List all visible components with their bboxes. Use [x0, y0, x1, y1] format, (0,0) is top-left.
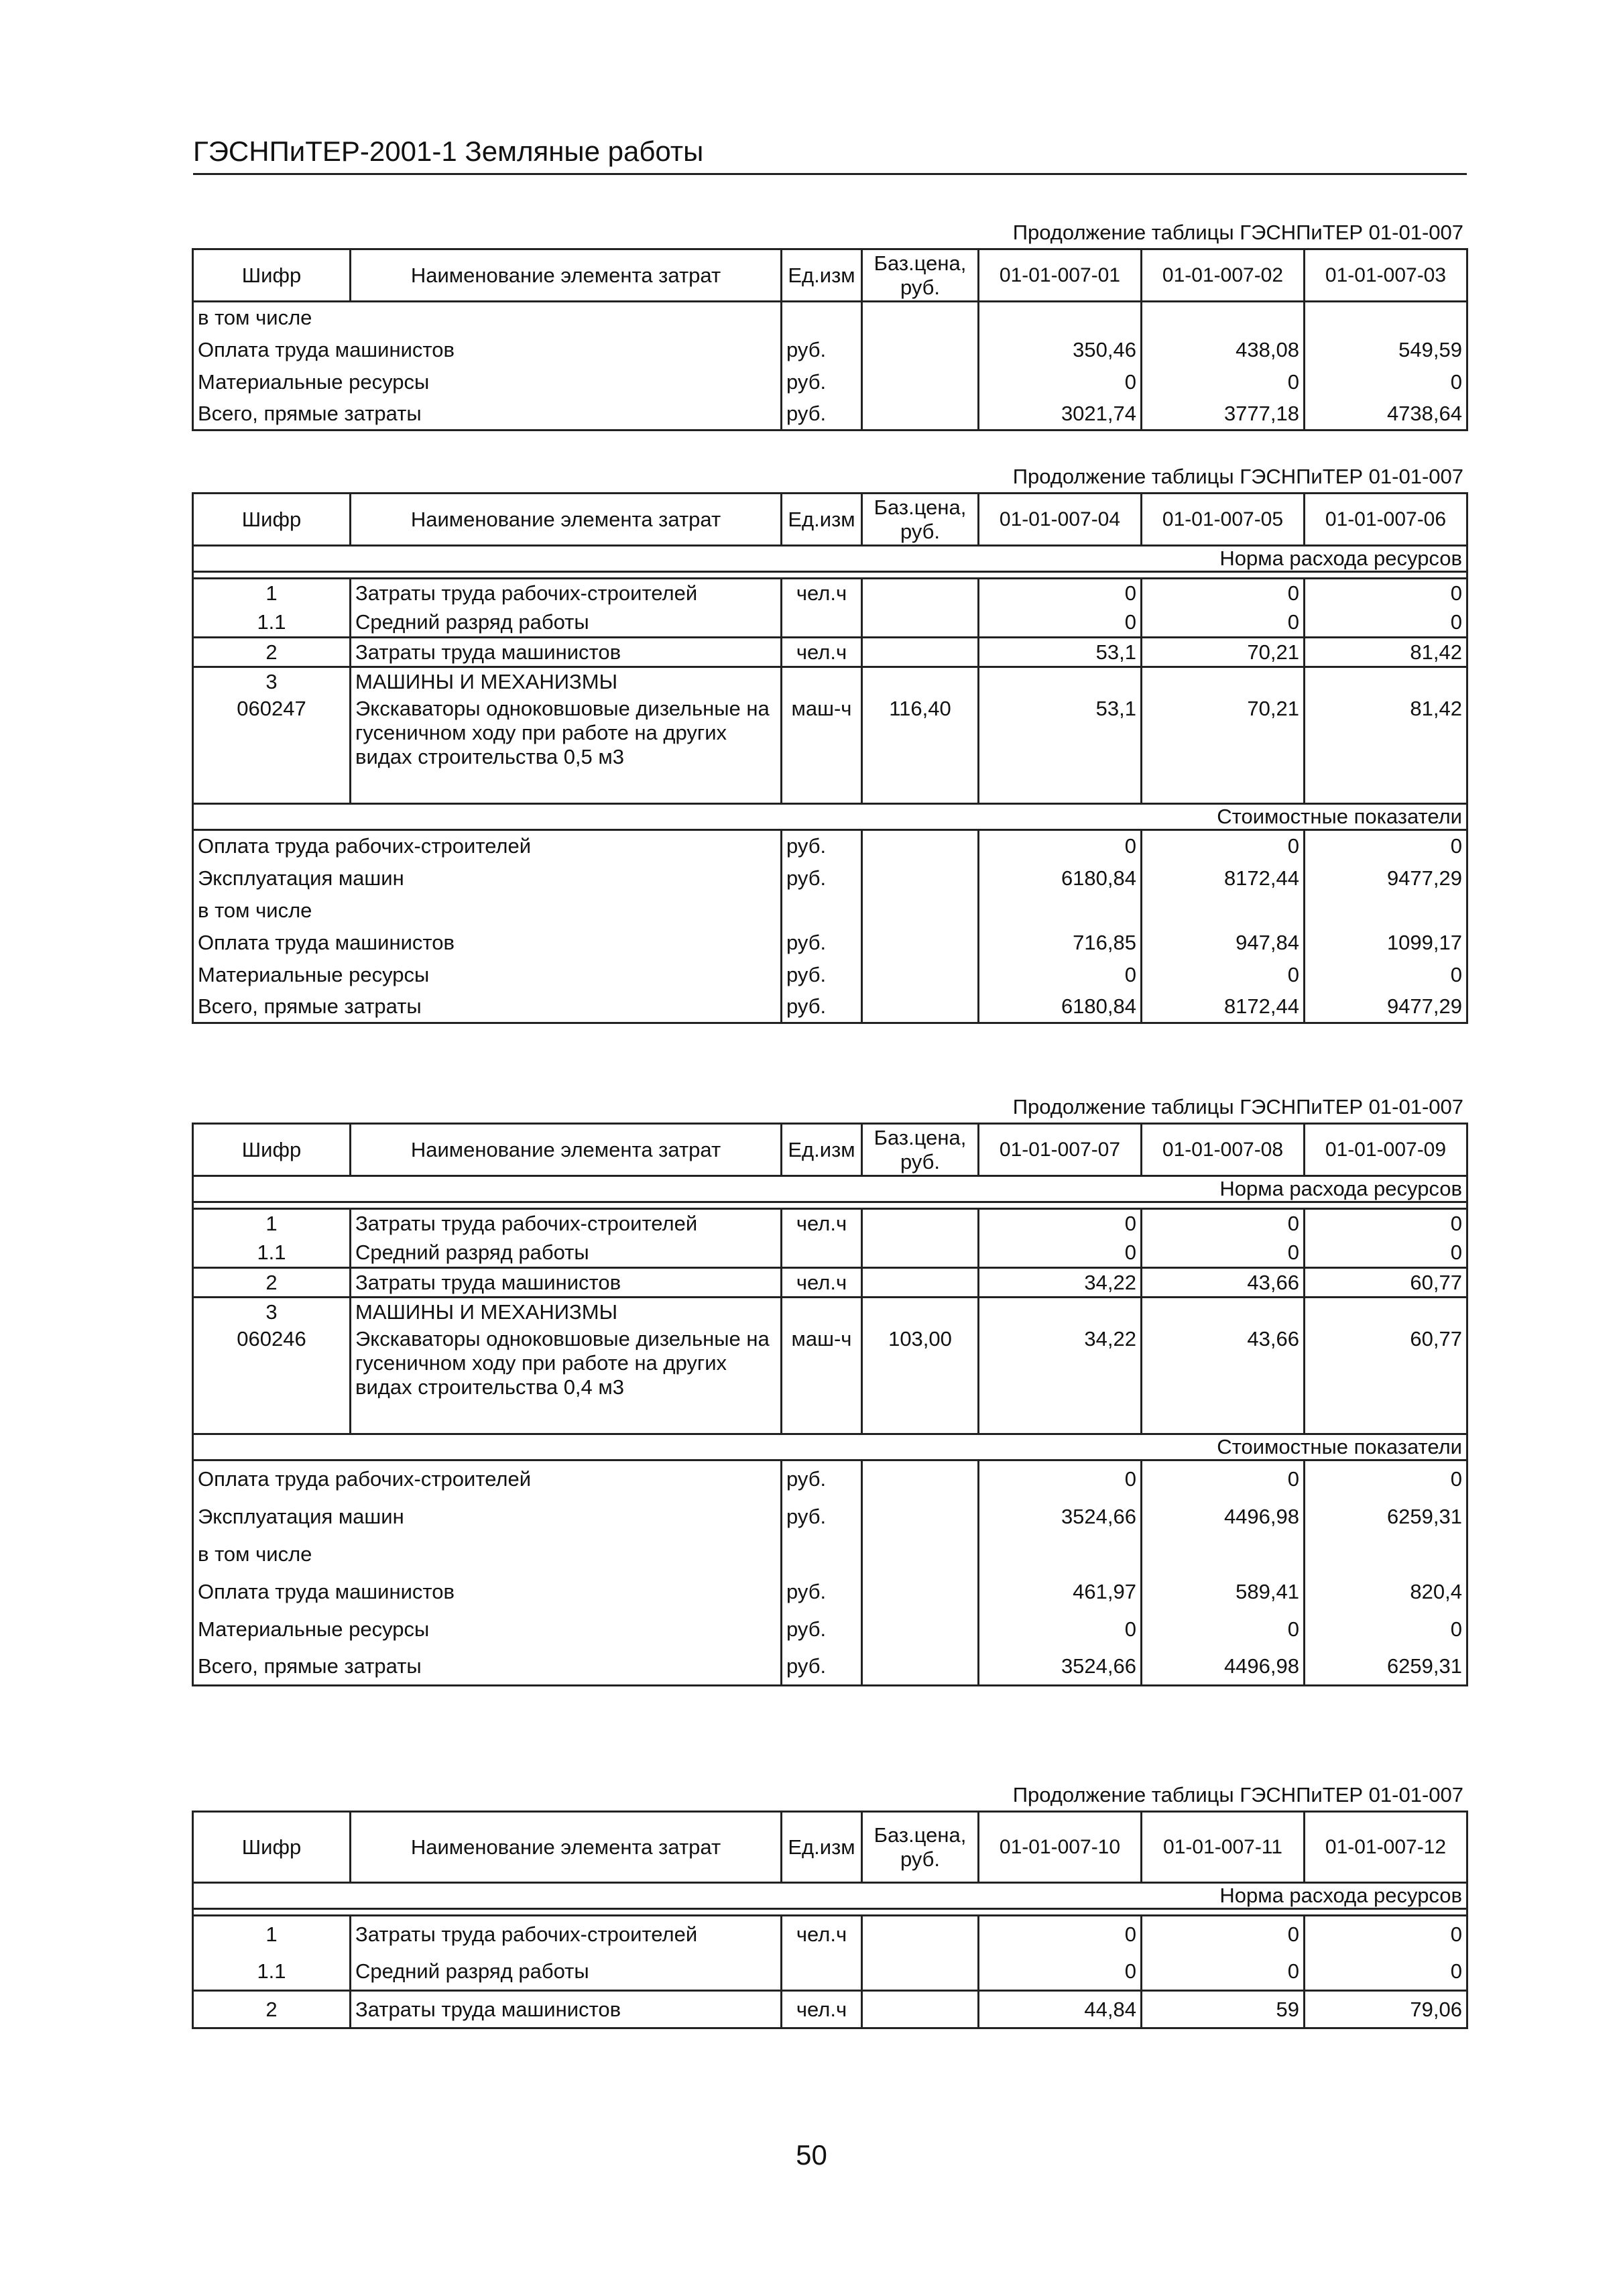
cost-value: 6259,31	[1305, 1648, 1467, 1686]
col-header-code: Шифр	[193, 1124, 351, 1176]
col-header-rate: 01-01-007-01	[979, 249, 1142, 302]
cost-unit: руб.	[782, 1460, 862, 1498]
page-header: ГЭСНПиТЕР-2001-1 Земляные работы	[193, 134, 1467, 175]
resource-row	[193, 1916, 1467, 1953]
col-header-rate: 01-01-007-02	[1142, 249, 1305, 302]
cost-value: 0	[979, 366, 1142, 398]
resource-value: 70,21	[1142, 638, 1305, 667]
cost-unit	[782, 302, 862, 334]
table-header-row	[193, 1812, 1467, 1883]
resource-value: 0	[1305, 1209, 1467, 1239]
cost-value: 1099,17	[1305, 927, 1467, 959]
cost-value: 0	[979, 959, 1142, 991]
resource-code: 060246	[193, 1327, 351, 1434]
cost-value: 0	[1142, 366, 1305, 398]
resource-name: Средний разряд работы	[351, 1239, 782, 1268]
cost-value	[979, 302, 1142, 334]
resource-value: 0	[1142, 1916, 1305, 1953]
resource-code: 060247	[193, 697, 351, 804]
col-header-rate: 01-01-007-10	[979, 1812, 1142, 1883]
cost-value: 4496,98	[1142, 1648, 1305, 1686]
cost-value	[1305, 895, 1467, 927]
resource-code: 1	[193, 579, 351, 608]
col-header-name: Наименование элемента затрат	[351, 249, 782, 302]
resource-name: Затраты труда рабочих-строителей	[351, 1916, 782, 1953]
resource-value: 59	[1142, 1991, 1305, 2028]
resource-unit: чел.ч	[782, 579, 862, 608]
resource-value: 53,1	[979, 638, 1142, 667]
cost-name: Эксплуатация машин	[193, 862, 782, 895]
resource-row	[193, 579, 1467, 608]
cost-row	[193, 830, 1467, 862]
cost-value	[979, 1536, 1142, 1573]
col-header-name: Наименование элемента затрат	[351, 494, 782, 546]
cost-unit: руб.	[782, 959, 862, 991]
col-header-unit: Ед.изм	[782, 494, 862, 546]
col-header-rate: 01-01-007-06	[1305, 494, 1467, 546]
resource-code: 2	[193, 1991, 351, 2028]
resource-name: Затраты труда машинистов	[351, 1991, 782, 2028]
resource-value: 0	[1305, 579, 1467, 608]
resource-row	[193, 1298, 1467, 1327]
cost-unit: руб.	[782, 991, 862, 1023]
resource-price: 103,00	[862, 1327, 979, 1434]
col-header-rate: 01-01-007-07	[979, 1124, 1142, 1176]
resource-price	[862, 667, 979, 697]
cost-value	[979, 895, 1142, 927]
cost-unit: руб.	[782, 1573, 862, 1611]
cost-value: 438,08	[1142, 334, 1305, 366]
cost-price	[862, 959, 979, 991]
cost-price	[862, 1460, 979, 1498]
col-header-name: Наименование элемента затрат	[351, 1812, 782, 1883]
cost-value: 3777,18	[1142, 398, 1305, 431]
resource-value: 60,77	[1305, 1268, 1467, 1298]
col-header-unit: Ед.изм	[782, 1124, 862, 1176]
resource-unit: чел.ч	[782, 638, 862, 667]
resource-value: 0	[979, 1239, 1142, 1268]
cost-value: 549,59	[1305, 334, 1467, 366]
cost-row	[193, 1573, 1467, 1611]
resource-code: 2	[193, 638, 351, 667]
cost-price	[862, 302, 979, 334]
cost-value: 0	[1305, 1460, 1467, 1498]
resource-unit	[782, 1239, 862, 1268]
cost-row	[193, 398, 1467, 431]
cost-row	[193, 895, 1467, 927]
cost-unit	[782, 1536, 862, 1573]
cost-unit: руб.	[782, 862, 862, 895]
resource-unit: чел.ч	[782, 1209, 862, 1239]
cost-value: 3524,66	[979, 1648, 1142, 1686]
cost-row	[193, 862, 1467, 895]
resource-code: 1.1	[193, 1239, 351, 1268]
cost-value: 6180,84	[979, 862, 1142, 895]
cost-value	[1305, 1536, 1467, 1573]
cost-value: 820,4	[1305, 1573, 1467, 1611]
resource-value: 0	[1142, 1209, 1305, 1239]
col-header-price: Баз.цена, руб.	[862, 1812, 979, 1883]
cost-value: 0	[1305, 830, 1467, 862]
resource-name: Средний разряд работы	[351, 608, 782, 638]
resource-table-4	[192, 1811, 1468, 2029]
resource-row	[193, 667, 1467, 697]
cost-value: 4738,64	[1305, 398, 1467, 431]
cost-value: 3524,66	[979, 1498, 1142, 1536]
norm-section-label: Норма расхода ресурсов	[193, 546, 1467, 572]
resource-price	[862, 1953, 979, 1991]
cost-row	[193, 991, 1467, 1023]
col-header-rate: 01-01-007-09	[1305, 1124, 1467, 1176]
cost-name: Всего, прямые затраты	[193, 991, 782, 1023]
cost-value: 0	[979, 830, 1142, 862]
cost-price	[862, 334, 979, 366]
resource-code: 2	[193, 1268, 351, 1298]
table-header-row	[193, 249, 1467, 302]
resource-value: 0	[979, 1916, 1142, 1953]
resource-row	[193, 608, 1467, 638]
resource-value	[979, 667, 1142, 697]
resource-code: 1.1	[193, 1953, 351, 1991]
resource-value: 81,42	[1305, 638, 1467, 667]
col-header-unit: Ед.изм	[782, 1812, 862, 1883]
cost-price	[862, 927, 979, 959]
cost-unit: руб.	[782, 1648, 862, 1686]
resource-value: 0	[1142, 608, 1305, 638]
cost-value: 8172,44	[1142, 862, 1305, 895]
col-header-rate: 01-01-007-05	[1142, 494, 1305, 546]
resource-row	[193, 1209, 1467, 1239]
resource-table-2	[192, 492, 1468, 1024]
cost-value: 6180,84	[979, 991, 1142, 1023]
resource-value: 0	[979, 579, 1142, 608]
cost-value	[1142, 895, 1305, 927]
resource-value: 53,1	[979, 697, 1142, 804]
cost-price	[862, 1573, 979, 1611]
table-caption: Продолжение таблицы ГЭСНПиТЕР 01-01-007	[1012, 1095, 1463, 1118]
cost-row	[193, 1460, 1467, 1498]
cost-name: в том числе	[193, 895, 782, 927]
norm-section-label: Норма расхода ресурсов	[193, 1883, 1467, 1909]
col-header-rate: 01-01-007-11	[1142, 1812, 1305, 1883]
cost-price	[862, 1611, 979, 1648]
resource-value: 34,22	[979, 1268, 1142, 1298]
resource-value: 0	[1142, 1953, 1305, 1991]
cost-name: в том числе	[193, 302, 782, 334]
col-header-rate: 01-01-007-03	[1305, 249, 1467, 302]
resource-unit: чел.ч	[782, 1916, 862, 1953]
table-header-row	[193, 1124, 1467, 1176]
col-header-code: Шифр	[193, 494, 351, 546]
resource-code: 1.1	[193, 608, 351, 638]
resource-price	[862, 608, 979, 638]
resource-code: 3	[193, 667, 351, 697]
cost-unit: руб.	[782, 830, 862, 862]
resource-value: 0	[979, 1209, 1142, 1239]
cost-name: Всего, прямые затраты	[193, 1648, 782, 1686]
cost-row	[193, 1498, 1467, 1536]
resource-price	[862, 1298, 979, 1327]
resource-name: МАШИНЫ И МЕХАНИЗМЫ	[351, 1298, 782, 1327]
cost-name: Материальные ресурсы	[193, 1611, 782, 1648]
table-caption: Продолжение таблицы ГЭСНПиТЕР 01-01-007	[1012, 1783, 1463, 1806]
resource-price	[862, 1239, 979, 1268]
col-header-rate: 01-01-007-12	[1305, 1812, 1467, 1883]
col-header-unit: Ед.изм	[782, 249, 862, 302]
cost-name: Материальные ресурсы	[193, 959, 782, 991]
resource-value: 0	[1305, 1953, 1467, 1991]
resource-row	[193, 1268, 1467, 1298]
resource-unit	[782, 1298, 862, 1327]
resource-row	[193, 1953, 1467, 1991]
resource-row	[193, 1327, 1467, 1434]
cost-row	[193, 927, 1467, 959]
resource-code: 1	[193, 1209, 351, 1239]
cost-row	[193, 1648, 1467, 1686]
cost-value: 0	[1142, 1611, 1305, 1648]
cost-value: 0	[979, 1460, 1142, 1498]
cost-table-1	[192, 248, 1468, 431]
resource-unit: чел.ч	[782, 1268, 862, 1298]
cost-price	[862, 862, 979, 895]
table-header-row	[193, 494, 1467, 546]
resource-row	[193, 697, 1467, 804]
resource-unit: чел.ч	[782, 1991, 862, 2028]
cost-section-label: Стоимостные показатели	[193, 1434, 1467, 1460]
resource-value: 81,42	[1305, 697, 1467, 804]
resource-price	[862, 638, 979, 667]
resource-price	[862, 1209, 979, 1239]
cost-unit: руб.	[782, 334, 862, 366]
cost-unit: руб.	[782, 1498, 862, 1536]
cost-row	[193, 959, 1467, 991]
cost-unit: руб.	[782, 927, 862, 959]
cost-row	[193, 1536, 1467, 1573]
table-caption: Продолжение таблицы ГЭСНПиТЕР 01-01-007	[1012, 465, 1463, 488]
resource-value: 43,66	[1142, 1268, 1305, 1298]
resource-value	[1142, 667, 1305, 697]
cost-price	[862, 1536, 979, 1573]
cost-price	[862, 1648, 979, 1686]
resource-value: 0	[1142, 1239, 1305, 1268]
cost-name: Всего, прямые затраты	[193, 398, 782, 431]
cost-value: 0	[1305, 959, 1467, 991]
cost-value: 0	[1305, 366, 1467, 398]
norm-section-label: Норма расхода ресурсов	[193, 1176, 1467, 1202]
cost-value: 350,46	[979, 334, 1142, 366]
cost-value	[1142, 1536, 1305, 1573]
cost-row	[193, 302, 1467, 334]
cost-row	[193, 366, 1467, 398]
resource-unit	[782, 608, 862, 638]
resource-table-3	[192, 1123, 1468, 1686]
cost-unit	[782, 895, 862, 927]
resource-price	[862, 579, 979, 608]
resource-value: 79,06	[1305, 1991, 1467, 2028]
cost-price	[862, 1498, 979, 1536]
col-header-code: Шифр	[193, 1812, 351, 1883]
resource-value: 34,22	[979, 1327, 1142, 1434]
resource-price	[862, 1916, 979, 1953]
resource-code: 1	[193, 1916, 351, 1953]
cost-value	[1305, 302, 1467, 334]
cost-name: Оплата труда рабочих-строителей	[193, 830, 782, 862]
resource-value	[1142, 1298, 1305, 1327]
resource-price	[862, 1991, 979, 2028]
cost-name: Материальные ресурсы	[193, 366, 782, 398]
cost-value: 0	[1142, 1460, 1305, 1498]
cost-value: 3021,74	[979, 398, 1142, 431]
col-header-name: Наименование элемента затрат	[351, 1124, 782, 1176]
resource-value: 0	[979, 608, 1142, 638]
cost-name: в том числе	[193, 1536, 782, 1573]
cost-value: 0	[1142, 959, 1305, 991]
col-header-price: Баз.цена, руб.	[862, 494, 979, 546]
cost-name: Оплата труда машинистов	[193, 334, 782, 366]
page-number: 50	[796, 2139, 827, 2171]
cost-value	[1142, 302, 1305, 334]
resource-value: 0	[979, 1953, 1142, 1991]
resource-unit	[782, 1953, 862, 1991]
cost-value: 8172,44	[1142, 991, 1305, 1023]
resource-unit: маш-ч	[782, 697, 862, 804]
cost-value: 0	[1142, 830, 1305, 862]
cost-value: 716,85	[979, 927, 1142, 959]
resource-name: Затраты труда машинистов	[351, 638, 782, 667]
table-caption: Продолжение таблицы ГЭСНПиТЕР 01-01-007	[1012, 221, 1463, 244]
resource-value: 44,84	[979, 1991, 1142, 2028]
resource-value: 0	[1305, 1916, 1467, 1953]
cost-name: Оплата труда машинистов	[193, 1573, 782, 1611]
cost-unit: руб.	[782, 398, 862, 431]
resource-name: Средний разряд работы	[351, 1953, 782, 1991]
cost-value: 589,41	[1142, 1573, 1305, 1611]
cost-value: 6259,31	[1305, 1498, 1467, 1536]
resource-value	[1305, 667, 1467, 697]
col-header-price: Баз.цена, руб.	[862, 1124, 979, 1176]
cost-row	[193, 1611, 1467, 1648]
resource-unit: маш-ч	[782, 1327, 862, 1434]
resource-name: Затраты труда машинистов	[351, 1268, 782, 1298]
resource-value: 0	[1305, 608, 1467, 638]
resource-price	[862, 1268, 979, 1298]
cost-name: Эксплуатация машин	[193, 1498, 782, 1536]
cost-price	[862, 366, 979, 398]
cost-price	[862, 991, 979, 1023]
cost-value: 9477,29	[1305, 862, 1467, 895]
cost-name: Оплата труда машинистов	[193, 927, 782, 959]
cost-name: Оплата труда рабочих-строителей	[193, 1460, 782, 1498]
resource-value: 70,21	[1142, 697, 1305, 804]
resource-value	[1305, 1298, 1467, 1327]
cost-unit: руб.	[782, 366, 862, 398]
resource-code: 3	[193, 1298, 351, 1327]
resource-row	[193, 1991, 1467, 2028]
resource-value: 0	[1142, 579, 1305, 608]
resource-name: Затраты труда рабочих-строителей	[351, 1209, 782, 1239]
col-header-rate: 01-01-007-04	[979, 494, 1142, 546]
col-header-price: Баз.цена, руб.	[862, 249, 979, 302]
cost-price	[862, 830, 979, 862]
resource-name: Экскаваторы одноковшовые дизельные на гусеничном ходу при работе на других видах строительства 0,4 м3	[351, 1327, 782, 1434]
col-header-rate: 01-01-007-08	[1142, 1124, 1305, 1176]
resource-value	[979, 1298, 1142, 1327]
resource-value: 43,66	[1142, 1327, 1305, 1434]
cost-row	[193, 334, 1467, 366]
resource-name: МАШИНЫ И МЕХАНИЗМЫ	[351, 667, 782, 697]
cost-unit: руб.	[782, 1611, 862, 1648]
col-header-code: Шифр	[193, 249, 351, 302]
cost-value: 9477,29	[1305, 991, 1467, 1023]
resource-price: 116,40	[862, 697, 979, 804]
resource-unit	[782, 667, 862, 697]
cost-price	[862, 398, 979, 431]
resource-name: Затраты труда рабочих-строителей	[351, 579, 782, 608]
cost-value: 0	[1305, 1611, 1467, 1648]
resource-row	[193, 638, 1467, 667]
cost-section-label: Стоимостные показатели	[193, 804, 1467, 830]
resource-value: 0	[1305, 1239, 1467, 1268]
cost-price	[862, 895, 979, 927]
resource-value: 60,77	[1305, 1327, 1467, 1434]
cost-value: 947,84	[1142, 927, 1305, 959]
cost-value: 461,97	[979, 1573, 1142, 1611]
resource-name: Экскаваторы одноковшовые дизельные на гусеничном ходу при работе на других видах строительства 0,5 м3	[351, 697, 782, 804]
cost-value: 0	[979, 1611, 1142, 1648]
resource-row	[193, 1239, 1467, 1268]
cost-value: 4496,98	[1142, 1498, 1305, 1536]
